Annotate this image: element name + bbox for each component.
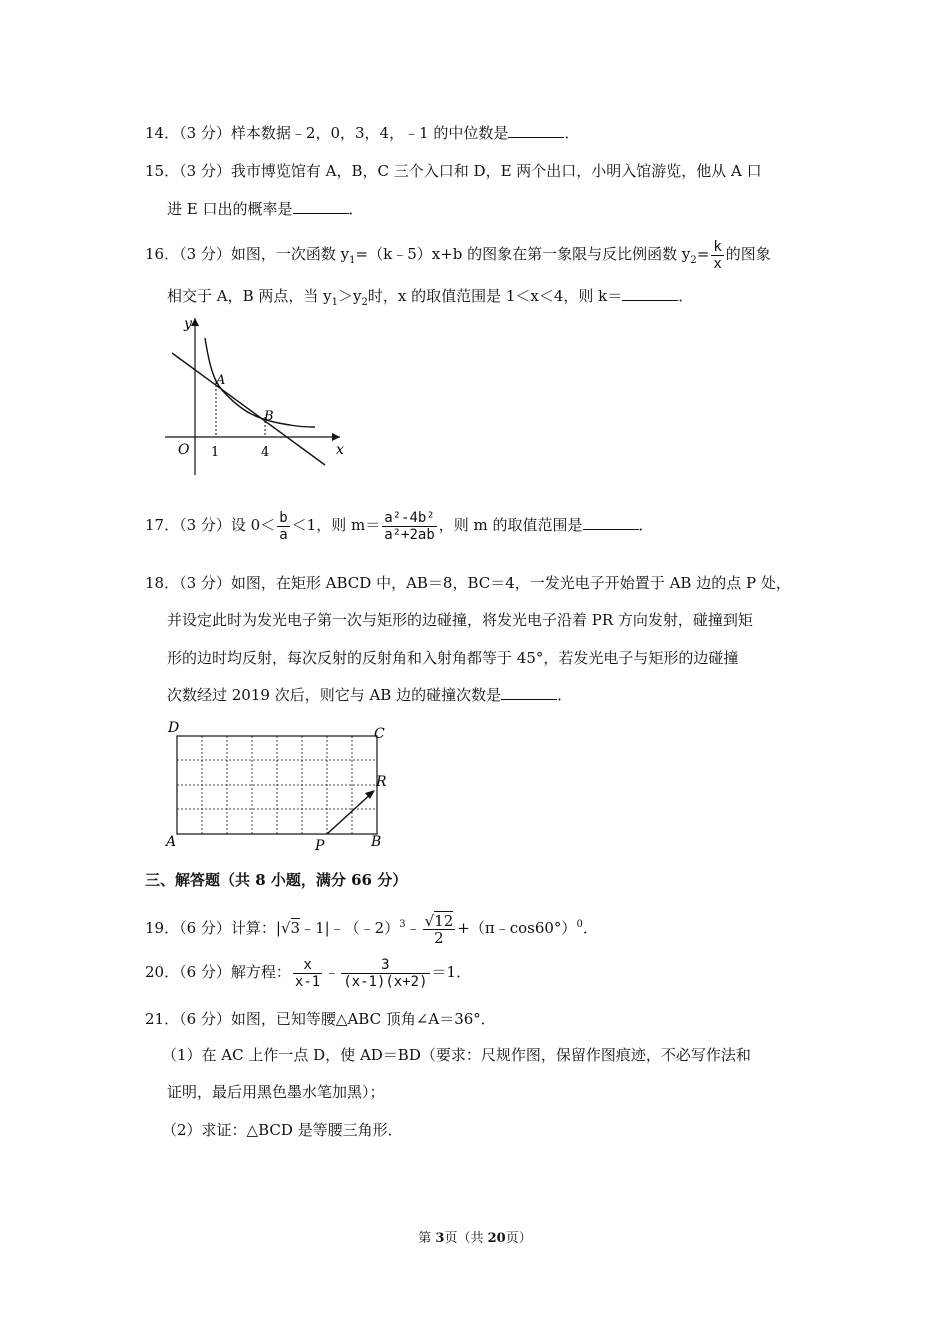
sqrt-symbol: √ [280, 919, 291, 937]
fraction-b-over-a: $\frac{b}{a}$ [279, 509, 288, 543]
grid-lines [177, 736, 377, 834]
question-18: 18．（3 分）如图，在矩形 ABCD 中，AB＝8，BC＝4，一发光电子开始置于 AB 边的点 P 处， [145, 574, 791, 592]
page-footer: 第 3页（共 20页） [418, 1231, 532, 1246]
label-p: P [315, 838, 325, 854]
x-label: x [336, 442, 344, 458]
question-15-line2: 进 E 口出的概率是 ． [167, 200, 364, 218]
question-16-line2: 相交于 A，B 两点，当 $y_1>y_2$时，x 的取值范围是 1＜x＜4，则 k＝ ． [167, 287, 694, 308]
point-b-label: B [264, 409, 274, 424]
question-17: 17．（3 分）设 0＜ $\frac{b}{a}$ ＜1，则 m＝ $\frac{\text{a²-4b²}}{\text{a²+2ab}}$ ，则 m 的取值范围是 ． [145, 509, 654, 543]
question-18-line3: 形的边时均反射，每次反射的反射角和入射角都等于 45°，若发光电子与矩形的边碰撞 [167, 649, 739, 667]
rectangle-grid-figure [160, 716, 400, 856]
question-18-line4: 次数经过 2019 次后，则它与 AB 边的碰撞次数是 ． [167, 686, 573, 704]
answer-blank[interactable] [501, 685, 557, 700]
label-r: R [376, 774, 387, 790]
answer-blank[interactable] [622, 286, 678, 301]
answer-blank[interactable] [293, 199, 349, 214]
question-20: 20．（6 分）解方程： $\frac{x}{x-1}$ ﹣ $\frac{3}{(x-1)(x+2)}$ ＝1． [145, 956, 472, 990]
question-15: 15．（3 分）我市博览馆有 A，B，C 三个入口和 D，E 两个出口，小明入馆游览，他从 A 口 [145, 162, 762, 180]
question-19: 19．（6 分）计算：|√3﹣1|﹣（﹣2）$^3$﹣ $\frac{√12}{2}$ +（π﹣cos60°）$^0$． [145, 911, 598, 947]
fraction-sqrt12-over-2: $\frac{√12}{2}$ [424, 911, 454, 947]
origin-label: O [178, 442, 190, 458]
point-a-label: A [216, 373, 226, 388]
label-b: B [371, 834, 382, 850]
fraction-x-over-x-1: $\frac{x}{x-1}$ [294, 956, 321, 990]
answer-blank[interactable] [583, 515, 639, 530]
fraction-3-over-product: $\frac{3}{(x-1)(x+2)}$ [343, 956, 428, 990]
x-axis-arrow [332, 433, 340, 441]
section-3-title: 三、解答题（共 8 小题，满分 66 分） [145, 871, 408, 889]
tick-4-label: 4 [261, 445, 270, 460]
question-14: 14．（3 分）样本数据﹣2，0，3，4，﹣1 的中位数是 ． [145, 124, 580, 142]
label-d: D [168, 720, 180, 736]
function-graph-figure [160, 310, 360, 480]
pr-arrow-line [327, 792, 373, 834]
sqrt-symbol: √ [424, 911, 435, 930]
y-axis-arrow [191, 318, 199, 326]
fraction-m-expression: $\frac{\text{a²-4b²}}{\text{a²+2ab}}$ [384, 509, 435, 543]
label-c: C [374, 726, 385, 742]
label-a: A [166, 834, 177, 850]
answer-blank[interactable] [508, 123, 564, 138]
tick-1-label: 1 [211, 445, 220, 460]
question-18-line2: 并设定此时为发光电子第一次与矩形的边碰撞，将发光电子沿着 PR 方向发射，碰撞到矩 [167, 611, 753, 629]
question-21-part1: （1）在 AC 上作一点 D，使 AD＝BD（要求：尺规作图，保留作图痕迹，不必写作法和 [162, 1046, 751, 1064]
question-16: 16．（3 分）如图，一次函数 $y_1=(k﹣5)x+b$ 的图象在第一象限与反比例函数 $y_2=$ $\frac{k}{x}$ 的图象 [145, 238, 771, 272]
question-21: 21．（6 分）如图，已知等腰△ABC 顶角∠A＝36°． [145, 1010, 496, 1028]
question-21-part2: （2）求证：△BCD 是等腰三角形． [162, 1121, 403, 1139]
question-21-part1-line2: 证明，最后用黑色墨水笔加黑）； [167, 1083, 385, 1101]
fraction-k-over-x: $\frac{k}{x}$ [713, 238, 722, 272]
y-label: y [184, 316, 192, 332]
